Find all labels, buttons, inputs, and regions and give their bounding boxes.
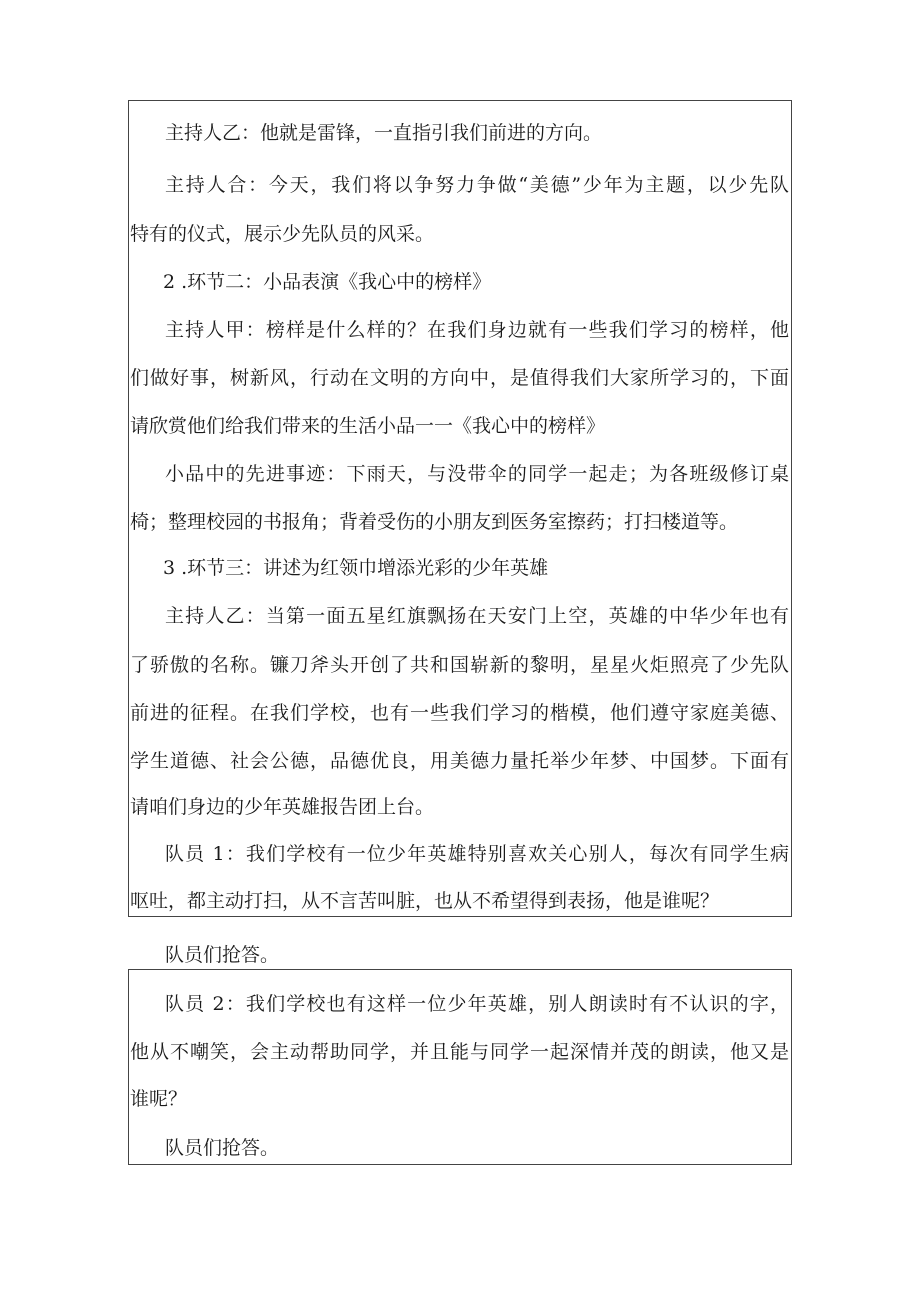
text-line: 前进的征程。在我们学校，也有一些我们学习的楷模，他们遵守家庭美德、 <box>130 702 789 724</box>
text-line: 主持人乙：他就是雷锋，一直指引我们前进的方向。 <box>165 122 603 144</box>
text-line: 小品中的先进事迹：下雨天，与没带伞的同学一起走；为各班级修订桌 <box>165 463 789 485</box>
text-line: 主持人合：今天，我们将以争努力争做“美德”少年为主题，以少先队 <box>165 174 789 196</box>
text-line: 们做好事，树新风，行动在文明的方向中，是值得我们大家所学习的，下面 <box>130 367 789 389</box>
text-line: 队员们抢答。 <box>165 944 280 966</box>
text-line: 主持人乙：当第一面五星红旗飘扬在天安门上空，英雄的中华少年也有 <box>165 605 789 627</box>
section-heading: 3 .环节三：讲述为红领巾增添光彩的少年英雄 <box>163 557 549 579</box>
text-line: 谁呢？ <box>130 1088 188 1110</box>
text-line: 队员 2：我们学校也有这样一位少年英雄，别人朗读时有不认识的字， <box>165 993 789 1015</box>
text-line: 请欣赏他们给我们带来的生活小品一一《我心中的榜样》 <box>130 415 606 437</box>
text-line: 队员们抢答。 <box>165 1137 280 1159</box>
text-line: 了骄傲的名称。镰刀斧头开创了共和国崭新的黎明，星星火炬照亮了少先队 <box>130 654 789 676</box>
text-line: 呕吐，都主动打扫，从不言苦叫脏，也从不希望得到表扬，他是谁呢？ <box>130 890 720 912</box>
text-line: 椅；整理校园的书报角；背着受伤的小朋友到医务室擦药；打扫楼道等。 <box>130 511 739 533</box>
text-line: 特有的仪式，展示少先队员的风采。 <box>130 223 435 245</box>
text-line: 主持人甲：榜样是什么样的？在我们身边就有一些我们学习的榜样，他 <box>165 319 789 341</box>
text-line: 学生道德、社会公德，品德优良，用美德力量托举少年梦、中国梦。下面有 <box>130 750 789 772</box>
text-line: 队员 1：我们学校有一位少年英雄特别喜欢关心别人，每次有同学生病 <box>165 843 789 865</box>
text-line: 请咱们身边的少年英雄报告团上台。 <box>130 796 435 818</box>
text-line: 他从不嘲笑，会主动帮助同学，并且能与同学一起深情并茂的朗读，他又是 <box>130 1041 789 1063</box>
section-heading: 2 .环节二：小品表演《我心中的榜样》 <box>163 271 492 293</box>
